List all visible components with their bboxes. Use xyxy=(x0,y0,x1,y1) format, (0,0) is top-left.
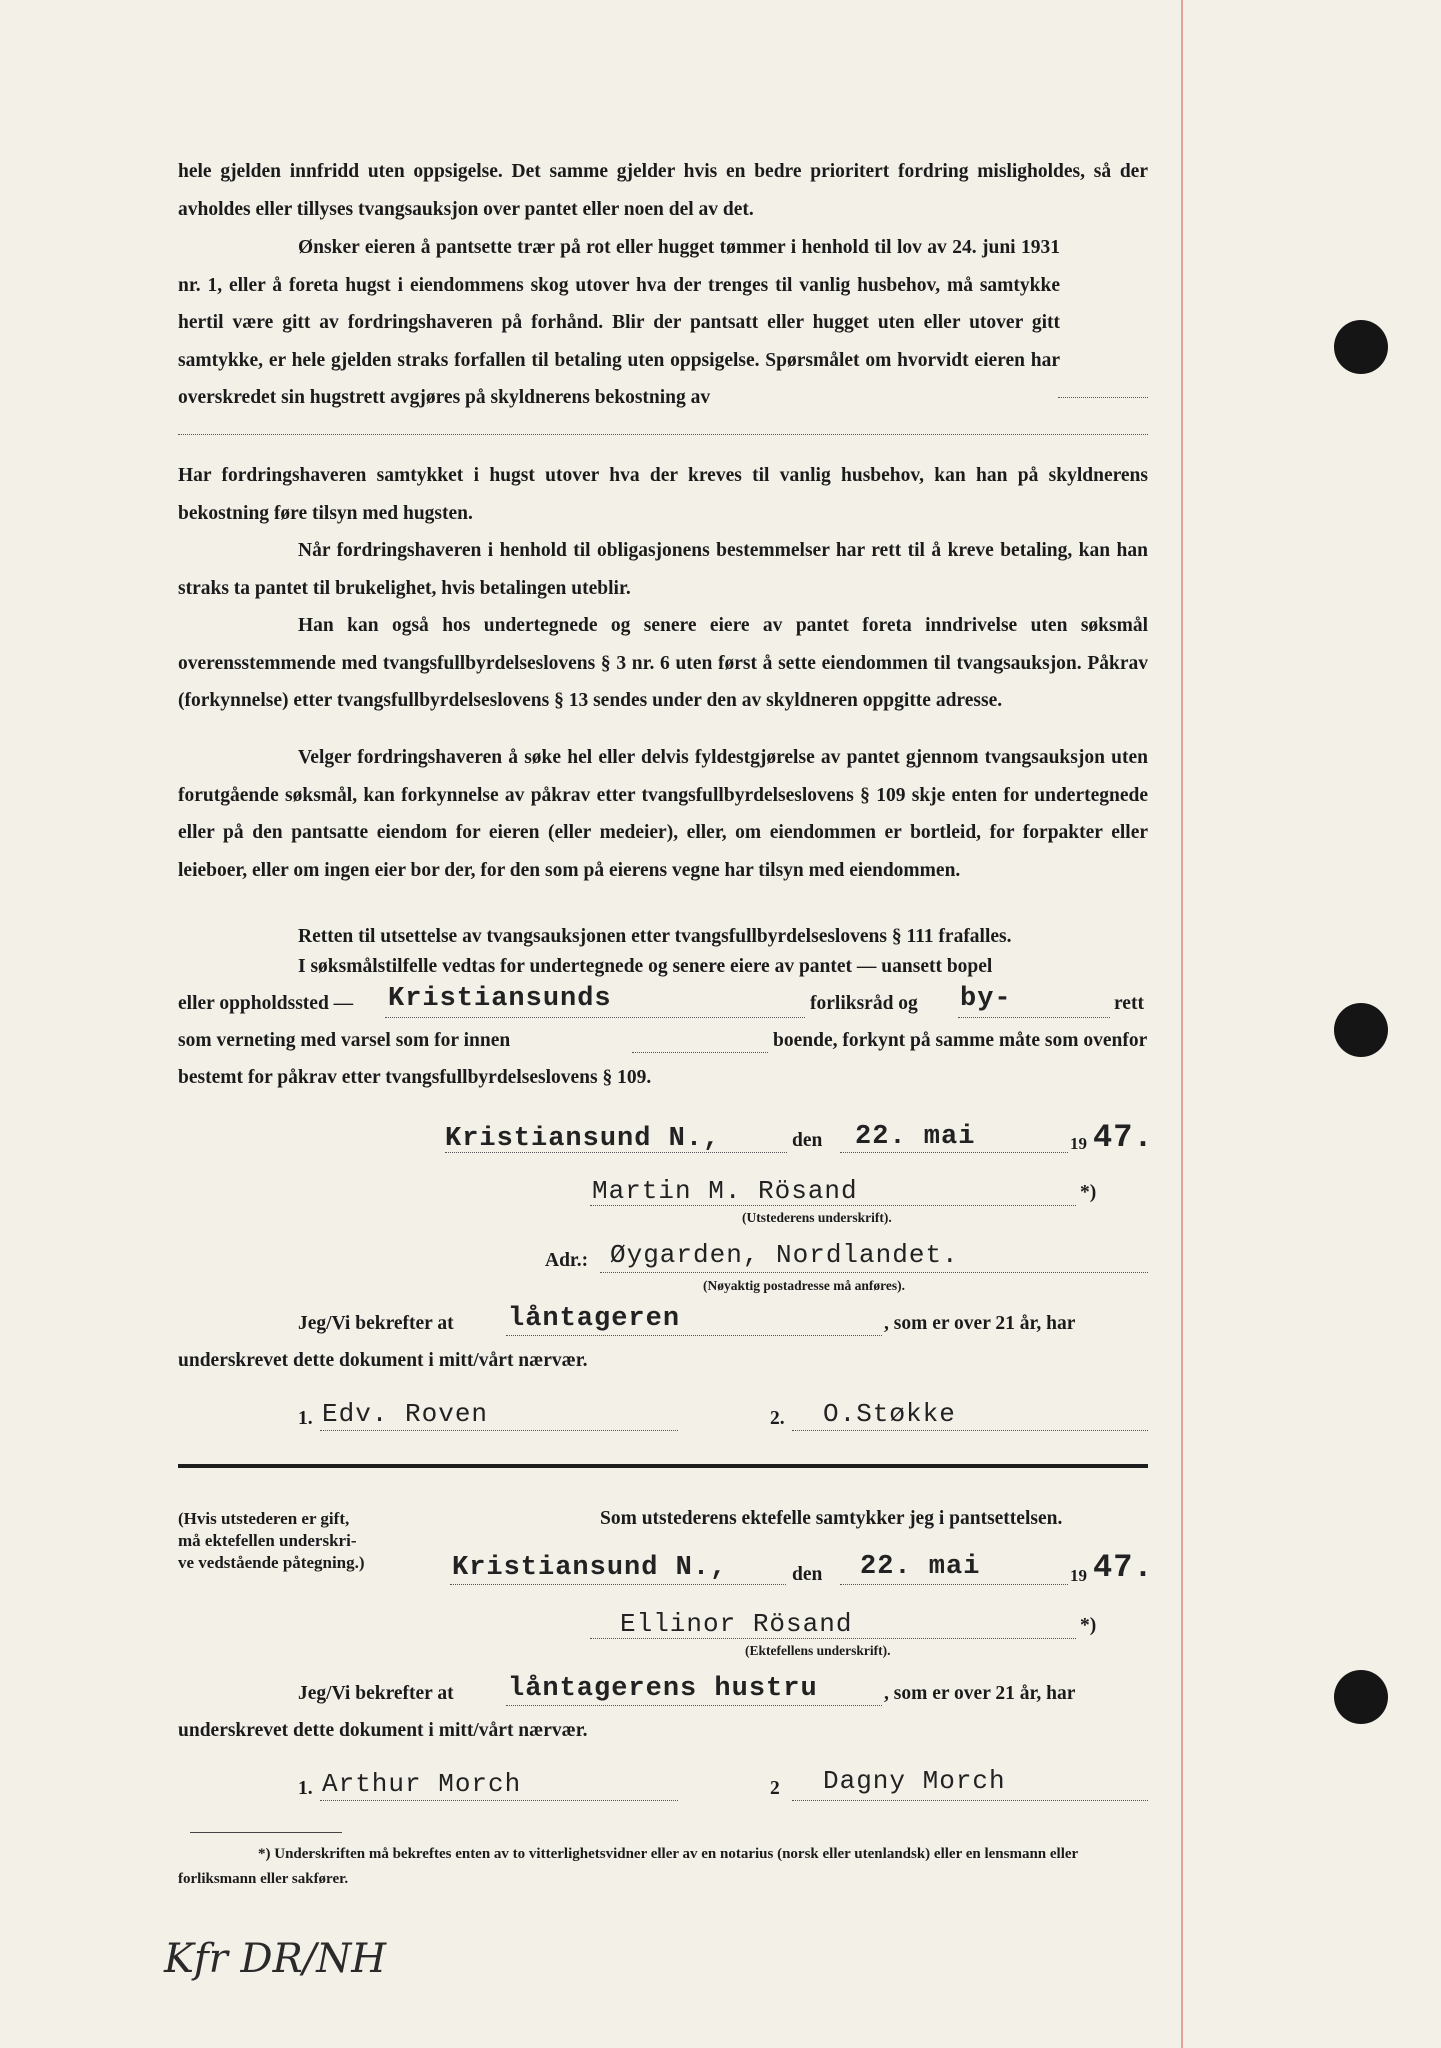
signing-date: 22. mai xyxy=(855,1122,976,1152)
paragraph-auction: Velger fordringshaveren å søke hel eller delvis fyldestgjørelse av pantet gjennom tvangsauksjon uten forutgående søksmål, kan forkynnelse av påkrav etter tvangsfullbyrdelseslovens § 109 skje enten for undertegnede eller på den pantsatte eiendom for eieren (eller medeier), eller, om eiendommen er bortleid, for forpakter eller leieboer, eller om ingen eier bor der, for den som på eierens vegne har tilsyn med eiendommen. xyxy=(178,747,1148,881)
witness2-n2: 2 xyxy=(770,1778,780,1799)
spouse-year: 47. xyxy=(1093,1549,1154,1586)
blank-line xyxy=(445,1152,787,1153)
forliksrad-text: forliksråd og xyxy=(810,993,918,1014)
spouse-side-note-3: ve vedstående påtegning.) xyxy=(178,1553,365,1572)
blank-line xyxy=(792,1800,1148,1801)
blank-line xyxy=(178,434,1148,435)
venue-line-2-prefix: eller oppholdssted — xyxy=(178,993,354,1014)
witness2-line2: underskrevet dette dokument i mitt/vårt nærvær. xyxy=(178,1720,588,1741)
paragraph-timber: Ønsker eieren å pantsette trær på rot eller hugget tømmer i henhold til lov av 24. juni 1931 nr. 1, eller å foreta hugst i eiendommens skog utover hva der trenges til vanlig husbehov, må samtykke hertil være gitt av fordringshaveren på forhånd. Blir der pantsatt eller hugget uten eller utover gitt samtykke, er hele gjelden straks forfallen til betaling uten oppsigelse. Spørsmålet om hvorvidt eieren har overskredet sin hugstrett avgjøres på skyldnerens bekostning av xyxy=(178,237,1060,408)
venue-line-4: bestemt for påkrav etter tvangsfullbyrdelseslovens § 109. xyxy=(178,1067,652,1088)
blank-line xyxy=(385,1017,805,1018)
spouse-signature: Ellinor Rösand xyxy=(620,1609,853,1639)
witness1-n1: 1. xyxy=(298,1408,313,1429)
paragraph-supervision: Har fordringshaveren samtykket i hugst utover hva der kreves til vanlig husbehov, kan han på skyldnerens bekostning føre tilsyn med hugsten. xyxy=(178,465,1148,524)
sig-mark: *) xyxy=(1080,1182,1097,1203)
venue-line-3-suffix: boende, forkynt på samme måte som ovenfor xyxy=(773,1030,1148,1051)
witness2-suffix: , som er over 21 år, har xyxy=(884,1683,1076,1704)
paragraph-postponement: Retten til utsettelse av tvangsauksjonen etter tvangsfullbyrdelseslovens § 111 frafalles. xyxy=(298,926,1012,947)
footnote: *) Underskriften må bekreftes enten av to vitterlighetsvidner eller av en notarius (norsk eller utenlandsk) eller en lensmann eller forliksmann eller sakfører. xyxy=(178,1846,1078,1887)
punch-hole xyxy=(1334,1003,1388,1057)
spouse-sig-mark: *) xyxy=(1080,1615,1097,1636)
handwritten-note: Kfr DR/NH xyxy=(164,1936,387,1982)
margin-rule xyxy=(1181,0,1183,2048)
sig-caption: (Utstederens underskrift). xyxy=(742,1210,892,1225)
witness1-who: låntageren xyxy=(508,1304,681,1334)
witness2-name1: Arthur Morch xyxy=(322,1769,522,1799)
spouse-sig-caption: (Ektefellens underskrift). xyxy=(745,1643,891,1658)
venue-line-1: I søksmålstilfelle vedtas for undertegnede og senere eiere av pantet — uansett bopel xyxy=(298,956,993,977)
paragraph-enforcement: Han kan også hos undertegnede og senere eiere av pantet foreta inndrivelse uten søksmål overensstemmende med tvangsfullbyrdelseslovens § 3 nr. 6 uten først å sette eiendommen til tvangsauksjon. Påkrav (forkynnelse) etter tvangsfullbyrdelseslovens § 13 sendes under den av skyldneren oppgitte adresse. xyxy=(178,615,1148,711)
paragraph-default: hele gjelden innfridd uten oppsigelse. Det samme gjelder hvis en bedre prioritert fordring misligholdes, så der avholdes eller tillyses tvangsauksjon over pantet eller noen del av det. xyxy=(178,161,1148,220)
issuer-address: Øygarden, Nordlandet. xyxy=(610,1240,959,1270)
witness1-name2: O.Støkke xyxy=(823,1399,956,1429)
adr-caption: (Nøyaktig postadresse må anføres). xyxy=(703,1278,905,1293)
blank-line xyxy=(792,1430,1148,1431)
blank-line xyxy=(320,1430,678,1431)
blank-line xyxy=(506,1335,882,1336)
blank-line xyxy=(600,1272,1148,1273)
rett-text: rett xyxy=(1114,993,1144,1014)
court-town: Kristiansunds xyxy=(388,984,612,1014)
witness2-who: låntagerens hustru xyxy=(508,1674,818,1704)
court-type: by- xyxy=(960,984,1012,1014)
spouse-den-text: den xyxy=(792,1564,823,1585)
signing-place: Kristiansund N., xyxy=(445,1124,721,1154)
spouse-date: 22. mai xyxy=(860,1552,981,1582)
year-prefix: 19 xyxy=(1070,1134,1087,1153)
spouse-side-note-2: må ektefellen underskri- xyxy=(178,1531,357,1550)
spouse-consent: Som utstederens ektefelle samtykker jeg i pantsettelsen. xyxy=(600,1508,1063,1529)
venue-line-3-prefix: som verneting med varsel som for innen xyxy=(178,1030,511,1051)
witness1-prefix: Jeg/Vi bekrefter at xyxy=(298,1313,454,1334)
blank-line xyxy=(506,1705,882,1706)
section-separator xyxy=(178,1464,1148,1468)
witness2-n1: 1. xyxy=(298,1778,313,1799)
blank-line xyxy=(590,1638,1076,1639)
blank-line xyxy=(590,1205,1076,1206)
witness2-name2: Dagny Morch xyxy=(823,1766,1006,1796)
blank-line xyxy=(632,1052,768,1053)
blank-line xyxy=(958,1017,1110,1018)
issuer-signature: Martin M. Rösand xyxy=(592,1176,858,1206)
witness1-n2: 2. xyxy=(770,1408,785,1429)
adr-label: Adr.: xyxy=(545,1250,589,1271)
witness2-prefix: Jeg/Vi bekrefter at xyxy=(298,1683,454,1704)
witness1-suffix: , som er over 21 år, har xyxy=(884,1313,1076,1334)
blank-line xyxy=(840,1584,1068,1585)
spouse-side-note-1: (Hvis utstederen er gift, xyxy=(178,1509,350,1528)
spouse-place: Kristiansund N., xyxy=(452,1553,728,1583)
spouse-year-prefix: 19 xyxy=(1070,1566,1087,1585)
witness1-line2: underskrevet dette dokument i mitt/vårt nærvær. xyxy=(178,1350,588,1371)
paragraph-usufruct: Når fordringshaveren i henhold til obligasjonens bestemmelser har rett til å kreve betaling, kan han straks ta pantet til brukelighet, hvis betalingen uteblir. xyxy=(178,540,1148,599)
blank-line xyxy=(320,1800,678,1801)
witness1-name1: Edv. Roven xyxy=(322,1399,489,1429)
blank-line xyxy=(1058,397,1148,398)
blank-line xyxy=(450,1584,786,1585)
punch-hole xyxy=(1334,320,1388,374)
signing-year: 47. xyxy=(1093,1119,1154,1156)
blank-line xyxy=(840,1152,1068,1153)
punch-hole xyxy=(1334,1670,1388,1724)
footnote-rule xyxy=(190,1832,342,1833)
den-text: den xyxy=(792,1130,823,1151)
